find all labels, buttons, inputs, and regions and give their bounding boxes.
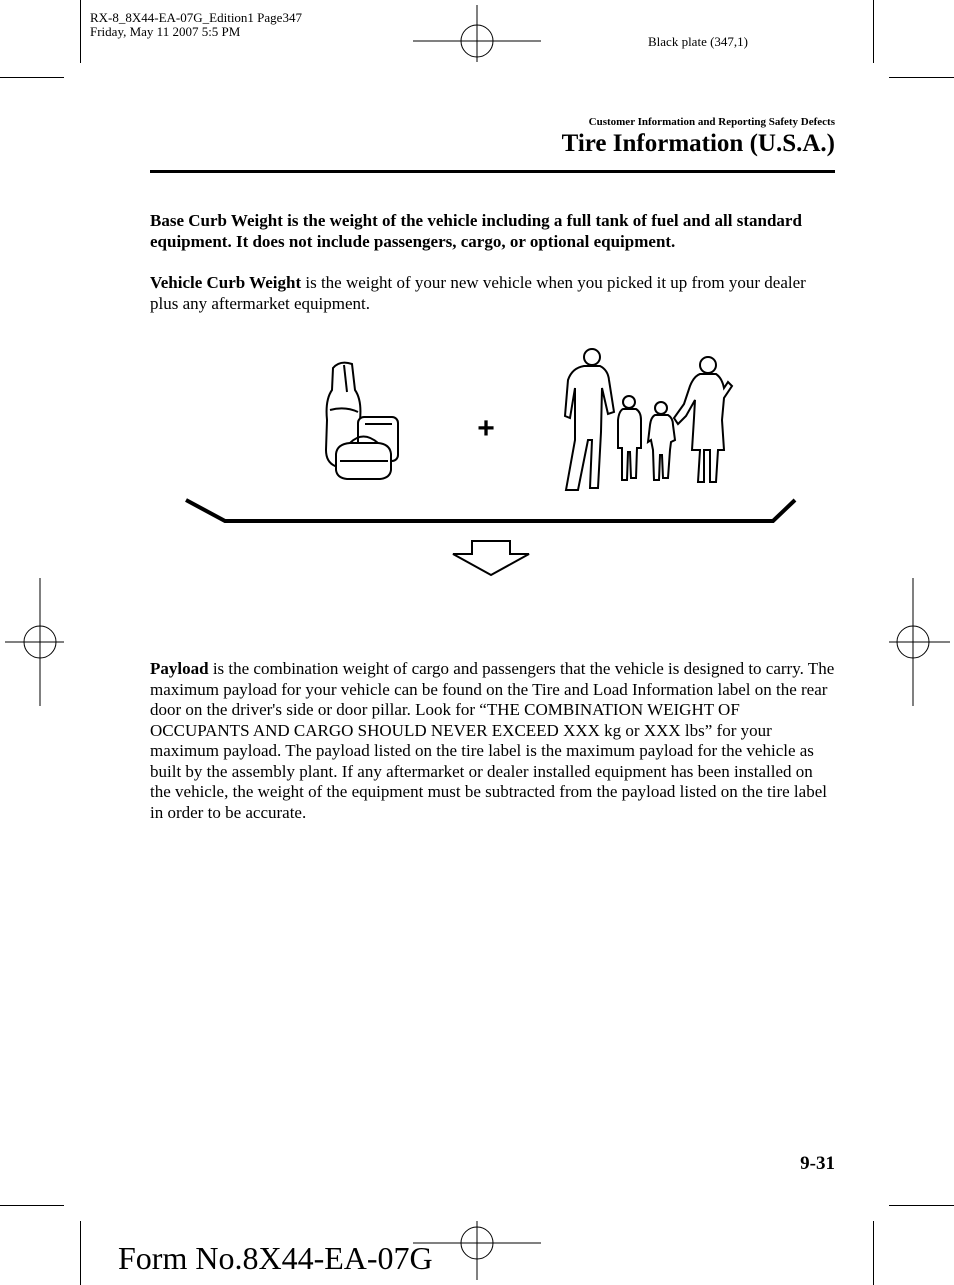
vehicle-curb-weight-text: is the weight of your new vehicle when you picked it up from your dealer plus any aftermarket equipment. — [150, 273, 806, 313]
form-number: Form No.8X44-EA-07G — [118, 1240, 433, 1276]
vehicle-curb-weight-term: Vehicle Curb Weight — [150, 273, 302, 292]
page-number: 9-31 — [800, 1153, 835, 1174]
slug-line-1: RX-8_8X44-EA-07G_Edition1 Page347 — [90, 10, 302, 25]
luggage-icon — [326, 363, 398, 479]
slug-line-2: Friday, May 11 2007 5:5 PM — [90, 24, 241, 39]
bracket-icon — [186, 500, 795, 521]
section-heading: Customer Information and Reporting Safety Defects — [588, 116, 835, 128]
black-plate-label: Black plate (347,1) — [648, 34, 748, 49]
payload-text: is the combination weight of cargo and passengers that the vehicle is designed to carry. The maximum payload for your vehicle can be found on the Tire and Load Information label on the rear door on the driver's side or door pillar. Look for “THE COMBINATION WEIGHT OF OCCUPANTS AND CARGO SHOULD NEVER EXCEED XXX kg or XXX lbs” for your maximum payload. The payload listed on the tire label is the maximum payload for the vehicle as built by the assembly plant. If any aftermarket or dealer installed equipment has been installed on the vehicle, the weight of the equipment must be subtracted from the payload listed on the tire label in order to be accurate. — [150, 659, 835, 822]
base-curb-weight-paragraph: Base Curb Weight is the weight of the vehicle including a full tank of fuel and all standard equipment. It does not include passengers, cargo, or optional equipment. — [150, 211, 802, 251]
payload-term: Payload — [150, 659, 209, 678]
page-title: Tire Information (U.S.A.) — [561, 130, 835, 157]
down-arrow-icon — [453, 541, 529, 575]
plus-sign: + — [477, 412, 495, 445]
payload-paragraph — [150, 659, 835, 823]
family-icon — [565, 349, 732, 490]
